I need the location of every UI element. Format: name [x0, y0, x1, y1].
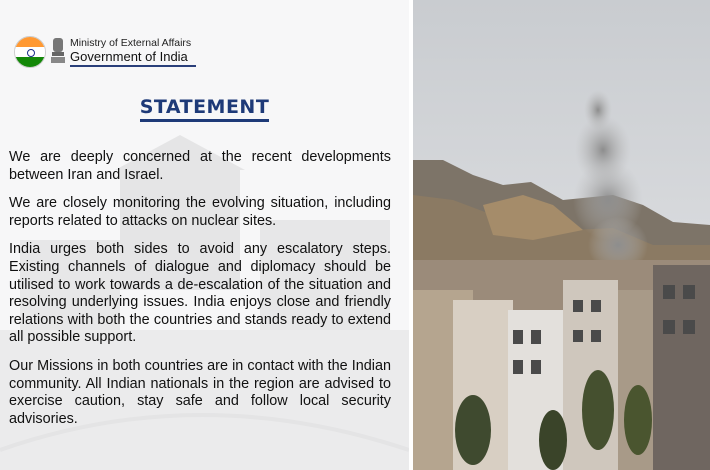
statement-heading-wrap — [0, 96, 409, 122]
paragraph-2: We are closely monitoring the evolving situation, including reports related to attacks on nuclear sites. — [9, 195, 391, 229]
india-flag-icon — [14, 36, 46, 68]
paragraph-4: Our Missions in both countries are in contact with the Indian community. All Indian nationals in the region are advised to exercise caution, stay safe and follow local security advisories. — [9, 357, 391, 427]
logo-underline — [70, 65, 196, 67]
statement-body — [9, 149, 391, 439]
paragraph-1: We are deeply concerned at the recent developments between Iran and Israel. — [9, 149, 391, 183]
city-smoke-photo — [413, 0, 710, 470]
ministry-name: Ministry of External Affairs — [70, 37, 192, 49]
paragraph-3: India urges both sides to avoid any escalatory steps. Existing channels of dialogue and diplomacy should be utilised to work towards a de-escalation of the situation and resolving underlying issues. India enjoys close and friendly relations with both the countries and stands ready to extend all possible support. — [9, 241, 391, 346]
national-emblem-icon — [50, 36, 66, 66]
government-name: Government of India — [70, 49, 188, 64]
mea-logo — [14, 34, 194, 74]
statement-heading: STATEMENT — [140, 96, 270, 122]
city-smoke-photo-image — [413, 0, 710, 470]
